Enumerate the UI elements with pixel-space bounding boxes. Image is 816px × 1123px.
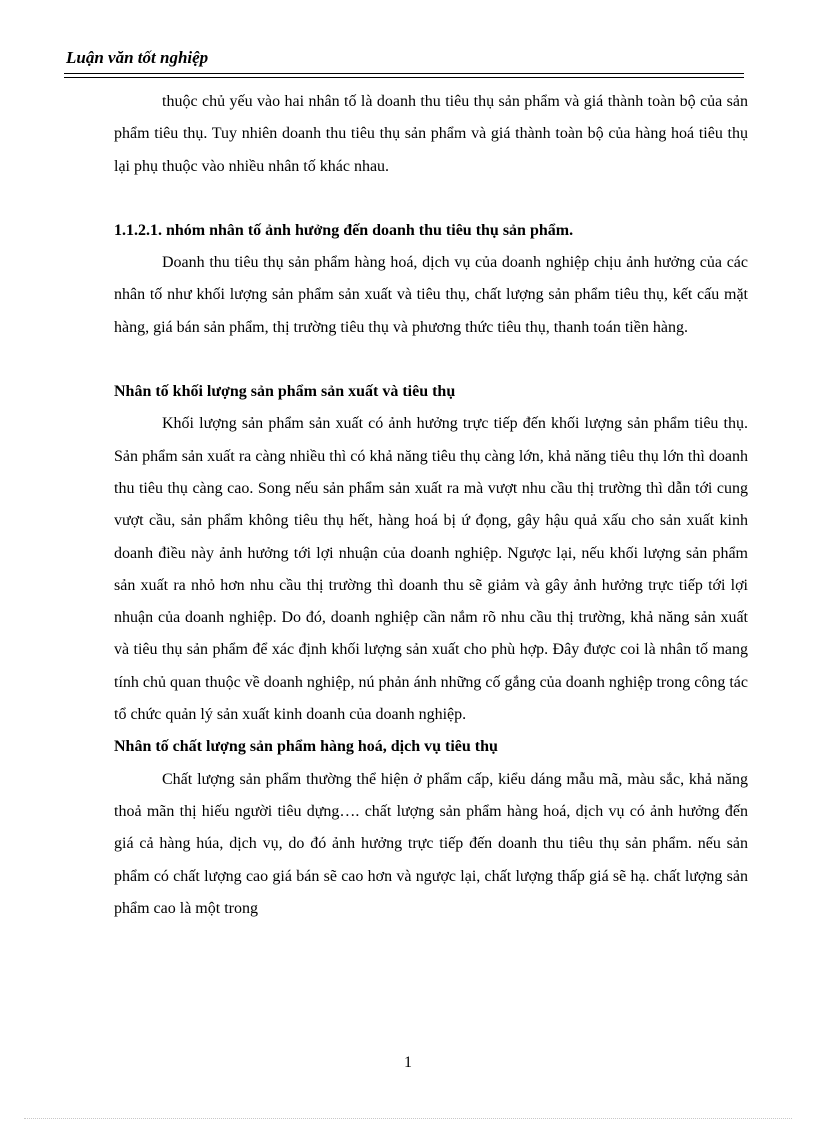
page-bottom-edge (24, 1118, 792, 1119)
page-number: 1 (404, 1054, 412, 1071)
document-body (114, 86, 748, 925)
blank-line (114, 183, 748, 215)
running-header-title: Luận văn tốt nghiệp (66, 48, 209, 67)
paragraph-production-volume: Khối lượng sản phẩm sản xuất có ảnh hưởng trực tiếp đến khối lượng sản phẩm tiêu thụ. Sản phẩm sản xuất ra càng nhiều thì có khả năng tiêu thụ càng lớn, khả năng tiêu thụ lớn thì doanh thu tiêu thụ càng cao. Song nếu sản phẩm sản xuất ra mà vượt nhu cầu thị trường thì dẫn tới cung vượt cầu, sản phẩm không tiêu thụ hết, hàng hoá bị ứ đọng, gây hậu quả xấu cho sản xuất kinh doanh điều này ảnh hưởng tới lợi nhuận của doanh nghiệp. Ngược lại, nếu khối lượng sản phẩm sản xuất ra nhỏ hơn nhu cầu thị trường thì doanh thu sẽ giảm và gây ảnh hưởng trực tiếp tới lợi nhuận của doanh nghiệp. Do đó, doanh nghiệp cần nắm rõ nhu cầu thị trường, khả năng sản xuất và tiêu thụ sản phẩm để xác định khối lượng sản xuất cho phù hợp. Đây được coi là nhân tố mang tính chủ quan thuộc về doanh nghiệp, nú phản ánh những cố gắng của doanh nghiệp trong công tác tổ chức quản lý sản xuất kinh doanh của doanh nghiệp. (114, 415, 748, 724)
paragraph-product-quality: Chất lượng sản phẩm thường thể hiện ở phẩm cấp, kiểu dáng mẫu mã, màu sắc, khả năng thoả mãn thị hiếu người tiêu dựng…. chất lượng sản phẩm hàng hoá, dịch vụ có ảnh hưởng đến giá cả hàng húa, dịch vụ, do đó ảnh hưởng trực tiếp đến doanh thu tiêu thụ sản phẩm. nếu sản phẩm có chất lượng cao giá bán sẽ cao hơn và ngược lại, chất lượng thấp giá sẽ hạ. chất lượng sản phẩm cao là một trong (114, 770, 748, 917)
paragraph-intro: thuộc chủ yếu vào hai nhân tố là doanh thu tiêu thụ sản phẩm và giá thành toàn bộ của sản phẩm tiêu thụ. Tuy nhiên doanh thu tiêu thụ sản phẩm và giá thành toàn bộ của hàng hoá tiêu thụ lại phụ thuộc vào nhiều nhân tố khác nhau. (114, 93, 748, 175)
section-heading-1-1-2-1: 1.1.2.1. nhóm nhân tố ảnh hưởng đến doanh thu tiêu thụ sản phẩm. (114, 221, 574, 239)
subheading-product-quality: Nhân tố chất lượng sản phẩm hàng hoá, dịch vụ tiêu thụ (114, 738, 498, 756)
header-double-rule (64, 68, 744, 82)
subheading-production-volume: Nhân tố khối lượng sản phẩm sản xuất và tiêu thụ (114, 383, 456, 401)
paragraph-revenue-factors: Doanh thu tiêu thụ sản phẩm hàng hoá, dịch vụ của doanh nghiệp chịu ảnh hưởng của các nhân tố như khối lượng sản phẩm sản xuất và tiêu thụ, chất lượng sản phẩm tiêu thụ, kết cấu mặt hàng, giá bán sản phẩm, thị trường tiêu thụ và phương thức tiêu thụ, thanh toán tiền hàng. (114, 254, 748, 336)
blank-line (114, 344, 748, 376)
header-rule-line-bottom (64, 77, 744, 78)
header-rule-line-top (64, 73, 744, 74)
